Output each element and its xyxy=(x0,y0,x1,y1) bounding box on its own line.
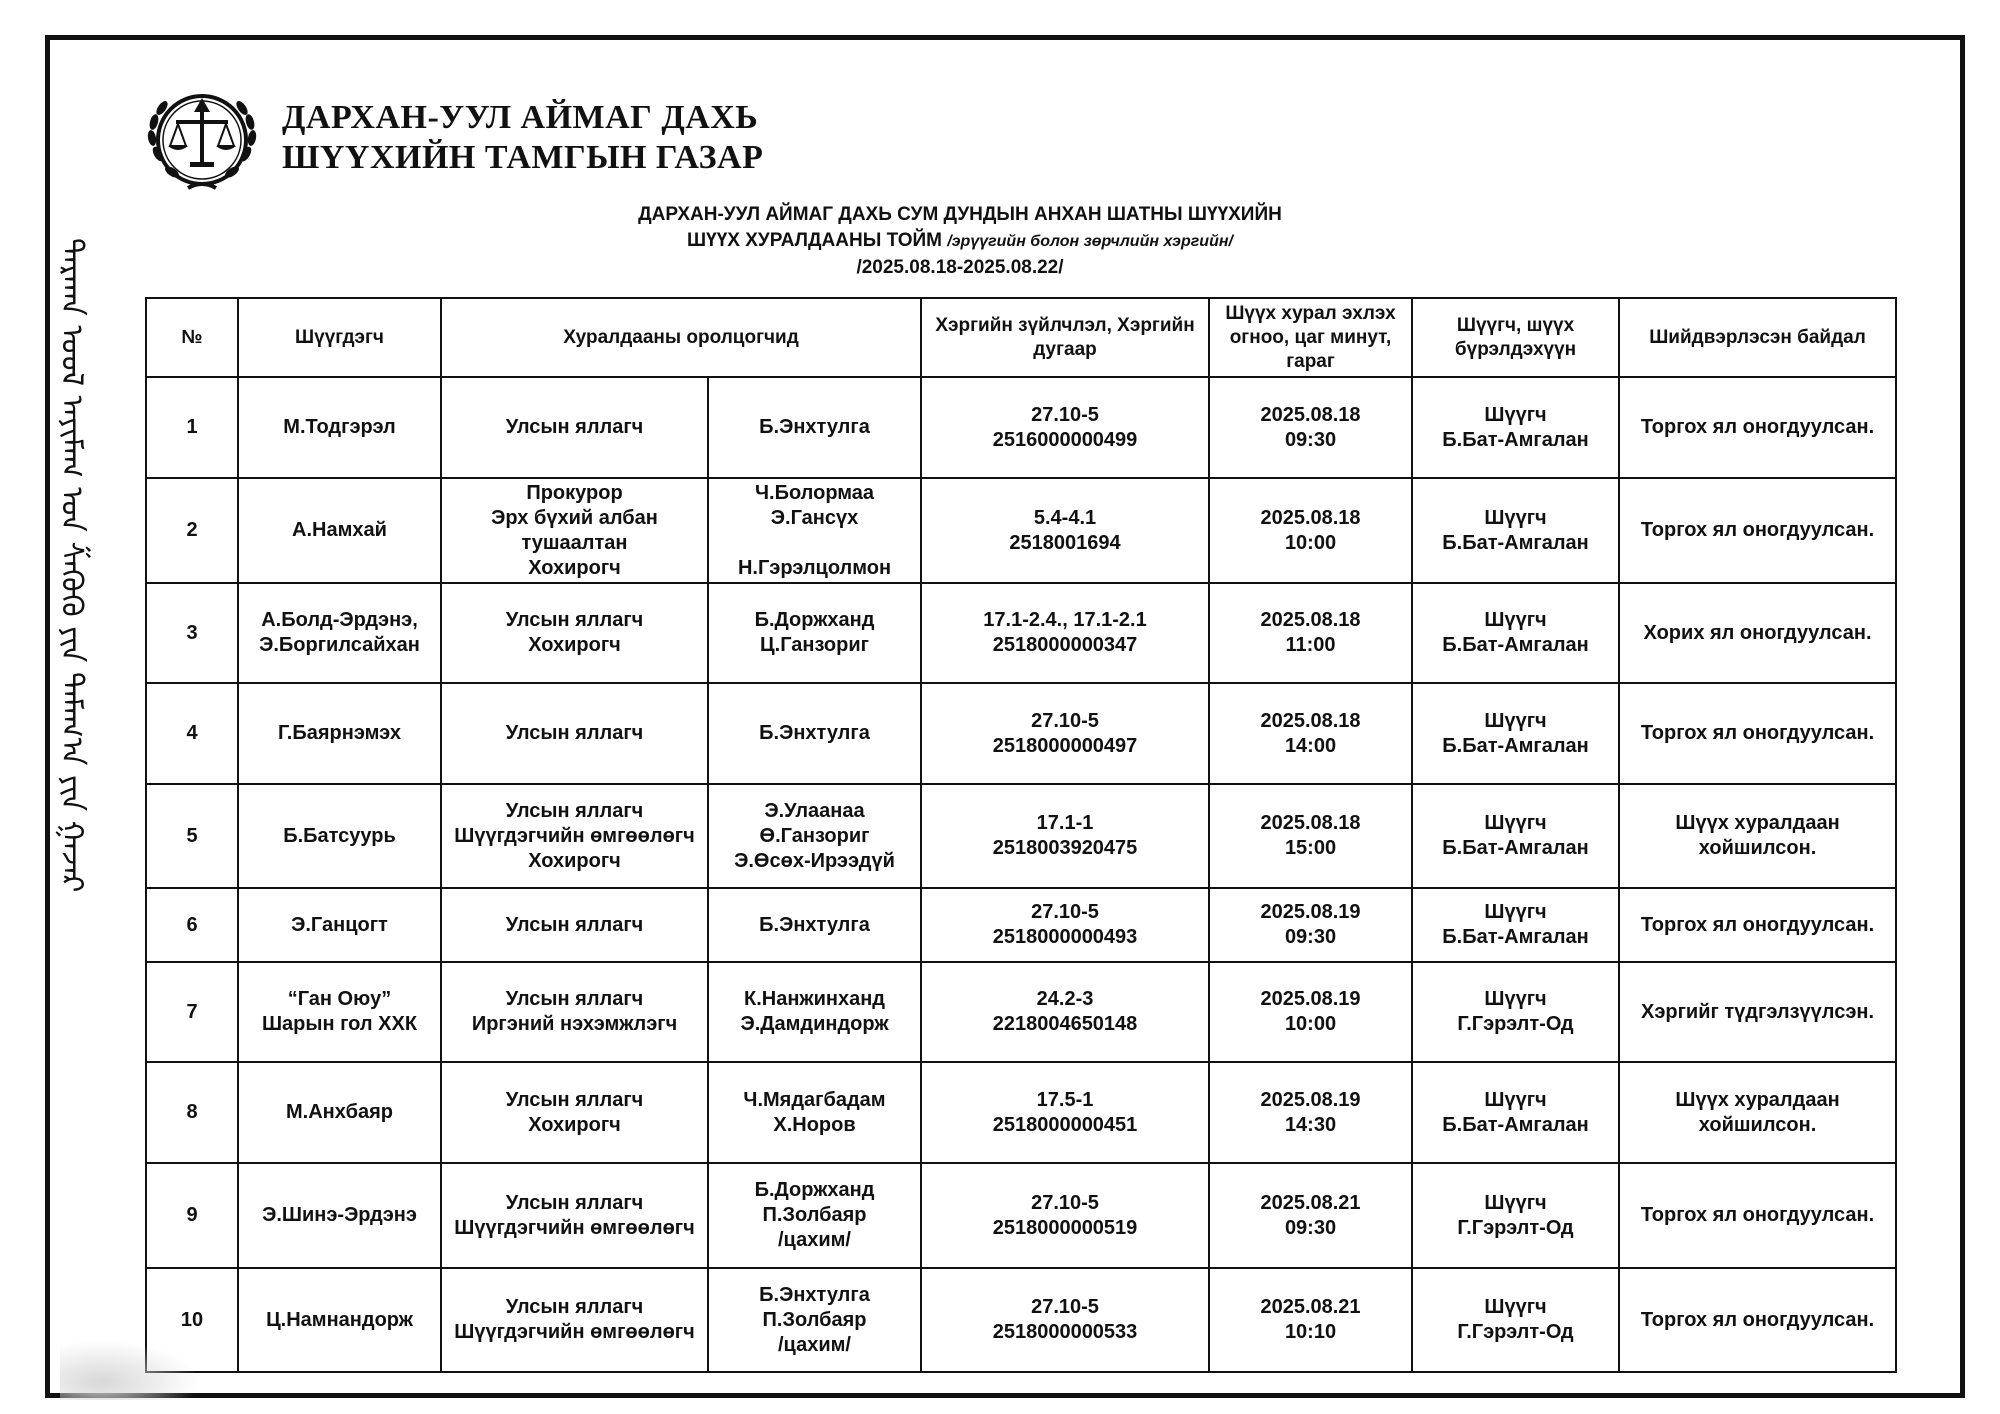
datetime-cell xyxy=(1209,1163,1412,1268)
judge-cell-line: Шүүгч xyxy=(1484,506,1547,529)
table-row xyxy=(146,683,1896,784)
case-cell-line: 17.1-2.4., 17.1-2.1 xyxy=(983,609,1147,631)
participant-names-cell-line: П.Золбаяр xyxy=(762,1308,867,1331)
table-row xyxy=(146,1163,1896,1268)
col-case: Хэргийн зүйлчлэл, Хэргийн дугаар xyxy=(921,298,1209,377)
judge-cell xyxy=(1412,784,1619,888)
judge-cell-line: Б.Бат-Амгалан xyxy=(1442,1113,1589,1136)
report-title xyxy=(580,202,1340,281)
participant-names-cell xyxy=(708,1268,921,1372)
decision-cell-line: хойшилсон. xyxy=(1698,837,1817,859)
row-number-line: 2 xyxy=(186,519,198,541)
defendant-cell-line: М.Тодгэрэл xyxy=(283,416,396,438)
row-number xyxy=(146,888,238,962)
case-cell-line: 24.2-3 xyxy=(1036,988,1094,1010)
row-number-line: 1 xyxy=(186,416,198,438)
decision-cell-line: Шүүх хуралдаан xyxy=(1675,812,1840,834)
decision-cell-line: Шүүх хуралдаан xyxy=(1675,1088,1840,1111)
datetime-cell-line: 2025.08.18 xyxy=(1260,506,1361,529)
judge-cell xyxy=(1412,1268,1619,1372)
decision-cell xyxy=(1619,962,1896,1062)
judge-cell xyxy=(1412,888,1619,962)
judge-cell-line: Шүүгч xyxy=(1484,1296,1547,1318)
table-row xyxy=(146,962,1896,1062)
participant-names-cell xyxy=(708,377,921,478)
participant-roles-cell-line: Эрх бүхий албан тушаалтан xyxy=(491,506,658,554)
decision-cell-line: Торгох ял оногдуулсан. xyxy=(1640,1204,1875,1226)
decision-cell xyxy=(1619,1268,1896,1372)
participant-names-cell-line: Б.Энхтулга xyxy=(759,913,870,936)
participant-roles-cell-line: Прокурор xyxy=(526,481,623,504)
judge-cell-line: Б.Бат-Амгалан xyxy=(1442,734,1589,757)
participant-roles-cell xyxy=(441,583,708,683)
court-emblem-icon xyxy=(138,76,266,204)
decision-cell xyxy=(1619,888,1896,962)
participant-names-cell xyxy=(708,962,921,1062)
judge-cell-line: Б.Бат-Амгалан xyxy=(1442,837,1589,859)
col-defendant: Шүүгдэгч xyxy=(238,298,441,377)
decision-cell xyxy=(1619,1163,1896,1268)
table-row xyxy=(146,478,1896,583)
judge-cell-line: Б.Бат-Амгалан xyxy=(1442,428,1589,451)
judge-cell xyxy=(1412,962,1619,1062)
datetime-cell xyxy=(1209,888,1412,962)
decision-cell-line: хойшилсон. xyxy=(1698,1113,1817,1136)
title-main: ШҮҮХ ХУРАЛДААНЫ ТОЙМ xyxy=(687,230,942,251)
datetime-cell xyxy=(1209,962,1412,1062)
mongolian-script-text: ᠳᠠᠷᠬᠠᠨ ᠤᠤᠯ ᠠᠶᠢᠮᠠᠭ ᠤᠨ ᠱᠡᠭᠦᠬᠦ ᠶᠢᠨ ᠲᠠᠮᠠᠭ᠎ᠠ ᠶᠢᠨ ᠭᠠᠵᠠᠷ xyxy=(54,238,89,893)
judge-cell xyxy=(1412,683,1619,784)
decision-cell xyxy=(1619,1062,1896,1163)
participant-names-cell-line: Э.Гансүх xyxy=(770,506,859,529)
case-cell-line: 27.10-5 xyxy=(1031,709,1099,732)
judge-cell-line: Шүүгч xyxy=(1484,988,1547,1010)
participant-roles-cell-line: Хохирогч xyxy=(528,849,621,872)
judge-cell-line: Шүүгч xyxy=(1484,1088,1547,1111)
participant-names-cell-line: П.Золбаяр xyxy=(762,1204,867,1226)
case-cell xyxy=(921,478,1209,583)
case-cell-line: 27.10-5 xyxy=(1031,1296,1099,1318)
defendant-cell xyxy=(238,784,441,888)
participant-roles-cell xyxy=(441,478,708,583)
table-row xyxy=(146,583,1896,683)
participant-roles-cell-line: Улсын яллагч xyxy=(505,609,644,631)
table-row xyxy=(146,1062,1896,1163)
judge-cell-line: Б.Бат-Амгалан xyxy=(1442,926,1589,948)
datetime-cell-line: 10:10 xyxy=(1284,1321,1337,1343)
participant-names-cell-line: /цахим/ xyxy=(778,1229,851,1251)
participant-roles-cell-line: Хохирогч xyxy=(528,634,621,656)
datetime-cell-line: 2025.08.21 xyxy=(1260,1296,1361,1318)
judge-cell xyxy=(1412,1062,1619,1163)
datetime-cell-line: 14:00 xyxy=(1284,734,1337,757)
defendant-cell xyxy=(238,683,441,784)
defendant-cell xyxy=(238,1163,441,1268)
datetime-cell xyxy=(1209,1062,1412,1163)
datetime-cell-line: 2025.08.18 xyxy=(1260,403,1361,426)
defendant-cell-line: Б.Батсуурь xyxy=(283,824,396,847)
participant-roles-cell-line: Улсын яллагч xyxy=(505,988,644,1010)
participant-names-cell xyxy=(708,888,921,962)
case-cell-line: 27.10-5 xyxy=(1031,901,1099,923)
judge-cell-line: Шүүгч xyxy=(1484,901,1547,923)
row-number-line: 9 xyxy=(186,1204,198,1226)
case-cell-line: 2518001694 xyxy=(1009,531,1121,554)
participant-names-cell xyxy=(708,683,921,784)
datetime-cell-line: 2025.08.18 xyxy=(1260,609,1361,631)
participant-names-cell-line: Ө.Ганзориг xyxy=(759,824,870,847)
datetime-cell xyxy=(1209,1268,1412,1372)
row-number xyxy=(146,1163,238,1268)
case-cell xyxy=(921,888,1209,962)
judge-cell-line: Шүүгч xyxy=(1484,403,1547,426)
participant-roles-cell xyxy=(441,1163,708,1268)
decision-cell-line: Торгох ял оногдуулсан. xyxy=(1640,722,1875,744)
participant-roles-cell xyxy=(441,683,708,784)
row-number xyxy=(146,784,238,888)
participant-roles-cell-line: Иргэний нэхэмжлэгч xyxy=(471,1013,678,1035)
defendant-cell-line: Шарын гол ХХК xyxy=(261,1013,418,1035)
participant-roles-cell-line: Шүүгдэгчийн өмгөөлөгч xyxy=(454,1216,695,1239)
participant-roles-cell xyxy=(441,377,708,478)
case-cell xyxy=(921,784,1209,888)
participant-roles-cell-line: Улсын яллагч xyxy=(505,722,644,744)
case-cell xyxy=(921,1163,1209,1268)
decision-cell xyxy=(1619,583,1896,683)
datetime-cell xyxy=(1209,377,1412,478)
col-num: № xyxy=(146,298,238,377)
row-number-line: 5 xyxy=(186,824,198,847)
participant-roles-cell xyxy=(441,784,708,888)
participant-names-cell xyxy=(708,583,921,683)
participant-names-cell-line: Б.Доржханд xyxy=(754,1179,875,1201)
row-number-line: 10 xyxy=(180,1308,204,1331)
defendant-cell-line: “Ган Оюу” xyxy=(287,988,392,1010)
participant-names-cell-line: Ч.Болормаа xyxy=(754,481,875,504)
decision-cell xyxy=(1619,683,1896,784)
participant-roles-cell-line: Хохирогч xyxy=(528,556,621,579)
datetime-cell xyxy=(1209,478,1412,583)
participant-roles-cell-line: Улсын яллагч xyxy=(505,799,644,822)
participant-names-cell-line: Э.Дамдиндорж xyxy=(740,1013,889,1035)
participant-roles-cell-line: Хохирогч xyxy=(528,1113,621,1136)
table-row xyxy=(146,888,1896,962)
row-number xyxy=(146,683,238,784)
judge-cell-line: Б.Бат-Амгалан xyxy=(1442,634,1589,656)
decision-cell-line: Хорих ял оногдуулсан. xyxy=(1643,621,1872,644)
participant-names-cell-line xyxy=(713,531,916,556)
participant-names-cell-line: Б.Энхтулга xyxy=(759,1283,870,1306)
case-cell xyxy=(921,683,1209,784)
decision-cell-line: Торгох ял оногдуулсан. xyxy=(1640,1308,1875,1331)
judge-cell-line: Шүүгч xyxy=(1484,1191,1547,1214)
judge-cell-line: Г.Гэрэлт-Од xyxy=(1457,1216,1574,1239)
decision-cell-line: Торгох ял оногдуулсан. xyxy=(1640,519,1875,541)
case-cell xyxy=(921,1268,1209,1372)
datetime-cell-line: 2025.08.19 xyxy=(1260,988,1361,1010)
datetime-cell-line: 09:30 xyxy=(1284,428,1337,451)
judge-cell-line: Г.Гэрэлт-Од xyxy=(1457,1321,1574,1343)
case-cell-line: 2518003920475 xyxy=(992,837,1138,859)
defendant-cell xyxy=(238,583,441,683)
case-cell-line: 2518000000451 xyxy=(992,1113,1138,1136)
participant-roles-cell xyxy=(441,1062,708,1163)
mongolian-vertical-script xyxy=(20,228,89,1178)
defendant-cell xyxy=(238,888,441,962)
defendant-cell-line: Э.Ганцогт xyxy=(291,913,388,936)
participant-names-cell xyxy=(708,478,921,583)
datetime-cell-line: 11:00 xyxy=(1285,634,1336,656)
datetime-cell-line: 2025.08.19 xyxy=(1260,901,1361,923)
defendant-cell xyxy=(238,962,441,1062)
row-number-line: 4 xyxy=(186,722,198,744)
org-line-1: ДАРХАН-УУЛ АЙМАГ ДАХЬ xyxy=(282,99,759,136)
row-number xyxy=(146,377,238,478)
datetime-cell-line: 15:00 xyxy=(1284,837,1337,859)
table-row xyxy=(146,784,1896,888)
participant-names-cell-line: Ц.Ганзориг xyxy=(760,634,869,656)
hearing-schedule-table xyxy=(145,297,1897,1373)
datetime-cell-line: 10:00 xyxy=(1284,531,1337,554)
participant-roles-cell-line: Шүүгдэгчийн өмгөөлөгч xyxy=(454,1321,695,1343)
participant-roles-cell-line: Улсын яллагч xyxy=(505,1191,644,1214)
title-subtitle: /эрүүгийн болон зөрчлийн хэргийн/ xyxy=(947,233,1233,250)
defendant-cell xyxy=(238,1268,441,1372)
decision-cell xyxy=(1619,478,1896,583)
case-cell xyxy=(921,377,1209,478)
case-cell xyxy=(921,962,1209,1062)
participant-roles-cell xyxy=(441,888,708,962)
case-cell-line: 5.4-4.1 xyxy=(1033,506,1097,529)
row-number-line: 3 xyxy=(186,621,198,644)
judge-cell xyxy=(1412,1163,1619,1268)
case-cell-line: 2518000000533 xyxy=(992,1321,1138,1343)
row-number-line: 7 xyxy=(186,1000,198,1023)
participant-roles-cell-line: Улсын яллагч xyxy=(505,1088,644,1111)
participant-roles-cell xyxy=(441,1268,708,1372)
case-cell-line: 2218004650148 xyxy=(992,1013,1138,1035)
participant-names-cell-line: Б.Доржханд xyxy=(754,609,875,631)
scan-smudge xyxy=(60,1340,200,1400)
table-row xyxy=(146,1268,1896,1372)
title-line-1: ДАРХАН-УУЛ АЙМАГ ДАХЬ СУМ ДУНДЫН АНХАН ШАТНЫ ШҮҮХИЙН xyxy=(638,204,1282,225)
table-body xyxy=(146,377,1896,1372)
case-cell-line: 27.10-5 xyxy=(1031,403,1099,426)
col-datetime: Шүүх хурал эхлэх огноо, цаг минут, гараг xyxy=(1209,298,1412,377)
participant-names-cell-line: Н.Гэрэлцолмон xyxy=(737,556,892,579)
case-cell xyxy=(921,583,1209,683)
judge-cell xyxy=(1412,377,1619,478)
case-cell-line: 17.1-1 xyxy=(1036,812,1094,834)
datetime-cell xyxy=(1209,784,1412,888)
participant-names-cell-line: Э.Өсөх-Ирээдүй xyxy=(734,849,895,872)
org-line-2: ШҮҮХИЙН ТАМГЫН ГАЗАР xyxy=(282,139,764,176)
row-number xyxy=(146,1062,238,1163)
defendant-cell-line: Э.Шинэ-Эрдэнэ xyxy=(262,1204,417,1226)
participant-names-cell-line: Ч.Мядагбадам xyxy=(743,1088,886,1111)
participant-names-cell-line: Э.Улаанаа xyxy=(764,799,865,822)
row-number xyxy=(146,478,238,583)
col-decision: Шийдвэрлэсэн байдал xyxy=(1619,298,1896,377)
participant-names-cell xyxy=(708,1062,921,1163)
row-number-line: 6 xyxy=(186,913,198,936)
defendant-cell-line: М.Анхбаяр xyxy=(286,1101,393,1123)
judge-cell xyxy=(1412,478,1619,583)
judge-cell-line: Шүүгч xyxy=(1484,609,1547,631)
datetime-cell-line: 10:00 xyxy=(1284,1013,1337,1035)
defendant-cell-line: Ц.Намнандорж xyxy=(266,1308,413,1331)
case-cell-line: 17.5-1 xyxy=(1036,1088,1094,1111)
datetime-cell xyxy=(1209,683,1412,784)
title-period: /2025.08.18-2025.08.22/ xyxy=(856,257,1064,278)
defendant-cell-line: А.Намхай xyxy=(292,519,387,541)
datetime-cell-line: 2025.08.18 xyxy=(1260,812,1361,834)
case-cell xyxy=(921,1062,1209,1163)
datetime-cell-line: 2025.08.18 xyxy=(1260,709,1361,732)
table-header-row xyxy=(146,298,1896,377)
participant-names-cell-line: /цахим/ xyxy=(778,1333,851,1356)
judge-cell-line: Шүүгч xyxy=(1484,812,1547,834)
table-row xyxy=(146,377,1896,478)
datetime-cell-line: 14:30 xyxy=(1284,1113,1337,1136)
row-number-line: 8 xyxy=(186,1101,198,1123)
defendant-cell-line: Г.Баярнэмэх xyxy=(277,722,402,744)
datetime-cell-line: 09:30 xyxy=(1284,1216,1337,1239)
decision-cell-line: Торгох ял оногдуулсан. xyxy=(1640,416,1875,438)
case-cell-line: 27.10-5 xyxy=(1031,1191,1099,1214)
judge-cell-line: Б.Бат-Амгалан xyxy=(1442,531,1589,554)
participant-roles-cell-line: Улсын яллагч xyxy=(505,416,644,438)
datetime-cell xyxy=(1209,583,1412,683)
participant-names-cell-line: Б.Энхтулга xyxy=(759,416,870,438)
case-cell-line: 2518000000497 xyxy=(992,734,1138,757)
decision-cell-line: Торгох ял оногдуулсан. xyxy=(1640,913,1875,936)
col-participants: Хуралдааны оролцогчид xyxy=(441,298,921,377)
defendant-cell-line: А.Болд-Эрдэнэ, xyxy=(261,609,418,631)
participant-names-cell-line: К.Нанжинханд xyxy=(744,988,885,1010)
title-line-2 xyxy=(580,228,1340,255)
defendant-cell xyxy=(238,478,441,583)
participant-roles-cell-line: Шүүгдэгчийн өмгөөлөгч xyxy=(454,824,695,847)
col-judge: Шүүгч, шүүх бүрэлдэхүүн xyxy=(1412,298,1619,377)
defendant-cell xyxy=(238,377,441,478)
judge-cell xyxy=(1412,583,1619,683)
row-number xyxy=(146,583,238,683)
defendant-cell-line: Э.Боргилсайхан xyxy=(259,634,420,656)
participant-names-cell xyxy=(708,1163,921,1268)
participant-roles-cell-line: Улсын яллагч xyxy=(505,913,644,936)
participant-names-cell-line: Б.Энхтулга xyxy=(759,722,870,744)
participant-names-cell-line: Х.Норов xyxy=(773,1113,856,1136)
decision-cell-line: Хэргийг түдгэлзүүлсэн. xyxy=(1640,1000,1875,1023)
judge-cell-line: Шүүгч xyxy=(1484,709,1547,732)
case-cell-line: 2518000000519 xyxy=(992,1216,1138,1239)
row-number xyxy=(146,962,238,1062)
participant-roles-cell-line: Улсын яллагч xyxy=(505,1296,644,1318)
participant-names-cell xyxy=(708,784,921,888)
decision-cell xyxy=(1619,784,1896,888)
court-office-name xyxy=(282,98,763,178)
datetime-cell-line: 2025.08.21 xyxy=(1260,1191,1361,1214)
case-cell-line: 2516000000499 xyxy=(992,428,1138,451)
participant-roles-cell xyxy=(441,962,708,1062)
case-cell-line: 2518000000493 xyxy=(992,926,1138,948)
case-cell-line: 2518000000347 xyxy=(992,634,1138,656)
decision-cell xyxy=(1619,377,1896,478)
datetime-cell-line: 09:30 xyxy=(1284,926,1337,948)
datetime-cell-line: 2025.08.19 xyxy=(1260,1088,1361,1111)
defendant-cell xyxy=(238,1062,441,1163)
judge-cell-line: Г.Гэрэлт-Од xyxy=(1457,1013,1574,1035)
